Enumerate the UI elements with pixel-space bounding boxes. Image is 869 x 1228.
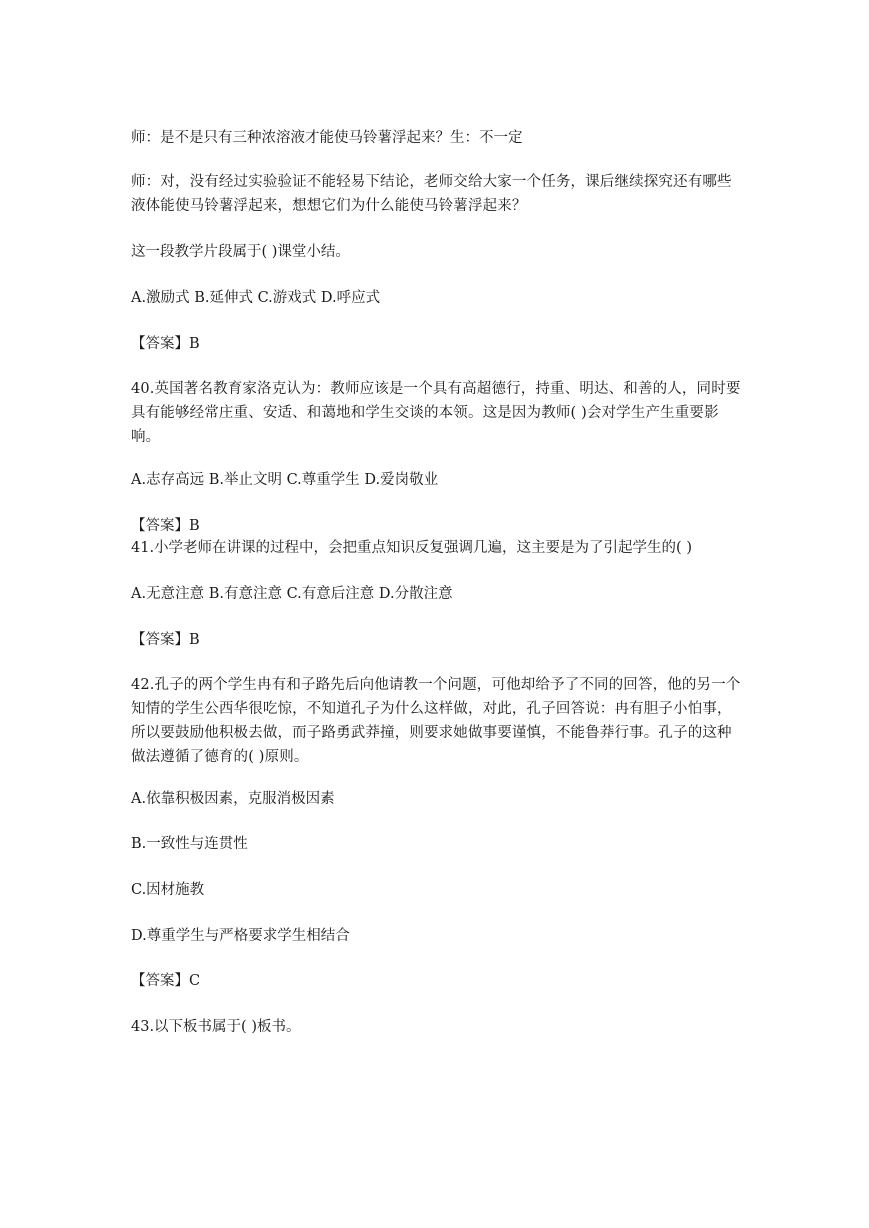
q42-answer: 【答案】C [131,973,201,989]
q42-option-b: B.一致性与连贯性 [131,836,248,852]
q43-question-stem: 43.以下板书属于( )板书。 [131,1019,301,1035]
q41-question-stem: 41.小学老师在讲课的过程中，会把重点知识反复强调几遍，这主要是为了引起学生的( ) [131,540,692,556]
q39-options: A.激励式 B.延伸式 C.游戏式 D.呼应式 [131,290,381,306]
q42-question-stem: 42.孔子的两个学生冉有和子路先后向他请教一个问题，可他却给予了不同的回答，他的另一个知情的学生公西华很吃惊，不知道孔子为什么这样做，对此，孔子回答说：冉有胆子小怕事，所以要鼓励他积极去做，而子路勇武莽撞，则要求她做事要谨慎，不能鲁莽行事。孔子的这种做法遵循了德育的( )原则。 [131,677,741,765]
q39-dialog-line-1: 师：是不是只有三种浓溶液才能使马铃薯浮起来？生：不一定 [131,130,523,146]
q40-answer: 【答案】B [131,518,200,534]
q41-options: A.无意注意 B.有意注意 C.有意后注意 D.分散注意 [131,586,453,602]
q42-option-c: C.因材施教 [131,882,205,898]
q39-dialog-line-2: 师：对，没有经过实验验证不能轻易下结论，老师交给大家一个任务，课后继续探究还有哪些液体能使马铃薯浮起来，想想它们为什么能使马铃薯浮起来？ [131,174,732,214]
q40-question-stem: 40.英国著名教育家洛克认为：教师应该是一个具有高超德行，持重、明达、和善的人，同时要具有能够经常庄重、安适、和蔼地和学生交谈的本领。这是因为教师( )会对学生产生重要影响。 [131,381,741,445]
q41-answer: 【答案】B [131,632,200,648]
q40-options: A.志存高远 B.举止文明 C.尊重学生 D.爱岗敬业 [131,472,439,488]
q42-option-a: A.依靠积极因素，克服消极因素 [131,791,335,807]
q39-answer: 【答案】B [131,336,200,352]
q39-question-stem: 这一段教学片段属于( )课堂小结。 [131,244,350,260]
q42-option-d: D.尊重学生与严格要求学生相结合 [131,928,350,944]
